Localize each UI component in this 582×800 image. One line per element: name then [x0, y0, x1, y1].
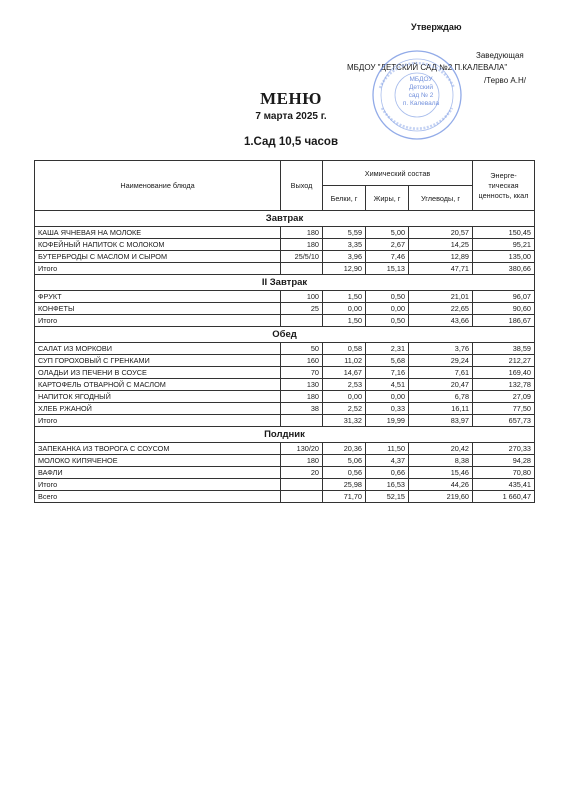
dish-carbs: 14,25: [409, 239, 473, 251]
dish-carbs: 20,42: [409, 443, 473, 455]
dish-yield: 180: [281, 239, 323, 251]
dish-row: [35, 251, 535, 263]
total-yield: [281, 415, 323, 427]
total-fat: 16,53: [366, 479, 409, 491]
dish-carbs: 20,57: [409, 227, 473, 239]
header-carbs: Углеводы, г: [409, 186, 473, 211]
total-row: [35, 415, 535, 427]
dish-energy: 132,78: [473, 379, 535, 391]
dish-name: КАША ЯЧНЕВАЯ НА МОЛОКЕ: [35, 227, 281, 239]
dish-energy: 70,80: [473, 467, 535, 479]
section-title: Полдник: [35, 427, 535, 443]
header-yield: Выход: [281, 161, 323, 211]
dish-energy: 96,07: [473, 291, 535, 303]
total-protein: 25,98: [323, 479, 366, 491]
grand-total-protein: 71,70: [323, 491, 366, 503]
dish-fat: 0,33: [366, 403, 409, 415]
dish-row: [35, 303, 535, 315]
total-carbs: 43,66: [409, 315, 473, 327]
dish-fat: 2,31: [366, 343, 409, 355]
total-row: [35, 315, 535, 327]
menu-table: [34, 160, 535, 503]
dish-yield: 70: [281, 367, 323, 379]
dish-row: [35, 443, 535, 455]
dish-name: ФРУКТ: [35, 291, 281, 303]
dish-protein: 3,35: [323, 239, 366, 251]
grand-total-energy: 1 660,47: [473, 491, 535, 503]
dish-row: [35, 343, 535, 355]
dish-yield: 180: [281, 391, 323, 403]
dish-protein: 3,96: [323, 251, 366, 263]
total-yield: [281, 479, 323, 491]
grand-total-yield: [281, 491, 323, 503]
dish-yield: 25: [281, 303, 323, 315]
dish-name: ВАФЛИ: [35, 467, 281, 479]
total-energy: 657,73: [473, 415, 535, 427]
total-label: Итого: [35, 415, 281, 427]
dish-carbs: 22,65: [409, 303, 473, 315]
dish-fat: 5,68: [366, 355, 409, 367]
dish-protein: 14,67: [323, 367, 366, 379]
dish-name: МОЛОКО КИПЯЧЕНОЕ: [35, 455, 281, 467]
dish-protein: 5,06: [323, 455, 366, 467]
dish-fat: 4,51: [366, 379, 409, 391]
stamp-line: МБДОУ: [409, 76, 433, 83]
total-protein: 1,50: [323, 315, 366, 327]
dish-protein: 0,58: [323, 343, 366, 355]
total-label: Итого: [35, 315, 281, 327]
dish-protein: 11,02: [323, 355, 366, 367]
dish-fat: 0,00: [366, 391, 409, 403]
dish-name: КОФЕЙНЫЙ НАПИТОК С МОЛОКОМ: [35, 239, 281, 251]
section-title: Обед: [35, 327, 535, 343]
dish-carbs: 29,24: [409, 355, 473, 367]
dish-name: КАРТОФЕЛЬ ОТВАРНОЙ С МАСЛОМ: [35, 379, 281, 391]
dish-yield: 38: [281, 403, 323, 415]
total-label: Итого: [35, 479, 281, 491]
dish-yield: 25/5/10: [281, 251, 323, 263]
grand-total-label: Всего: [35, 491, 281, 503]
dish-energy: 212,27: [473, 355, 535, 367]
approval-organization: МБДОУ "ДЕТСКИЙ САД №2 П.КАЛЕВАЛА": [347, 63, 508, 72]
total-fat: 15,13: [366, 263, 409, 275]
stamp-line: п. Калевала: [402, 100, 440, 107]
dish-energy: 169,40: [473, 367, 535, 379]
menu-date: 7 марта 2025 г.: [255, 111, 327, 122]
approval-block: [0, 0, 582, 100]
header-chem: Химический состав: [323, 161, 473, 186]
total-carbs: 47,71: [409, 263, 473, 275]
dish-protein: 2,52: [323, 403, 366, 415]
dish-carbs: 8,38: [409, 455, 473, 467]
dish-carbs: 7,61: [409, 367, 473, 379]
dish-row: [35, 391, 535, 403]
approval-title: Утверждаю: [411, 22, 462, 32]
approval-signature: /Терво А.Н/: [484, 76, 526, 85]
dish-fat: 0,00: [366, 303, 409, 315]
dish-yield: 130: [281, 379, 323, 391]
dish-fat: 5,00: [366, 227, 409, 239]
dish-name: СУП ГОРОХОВЫЙ С ГРЕНКАМИ: [35, 355, 281, 367]
menu-title: МЕНЮ: [260, 89, 322, 108]
header-fat: Жиры, г: [366, 186, 409, 211]
dish-energy: 38,59: [473, 343, 535, 355]
dish-name: ХЛЕБ РЖАНОЙ: [35, 403, 281, 415]
section-title: II Завтрак: [35, 275, 535, 291]
stamp-line: сад № 2: [408, 92, 434, 99]
total-row: [35, 263, 535, 275]
dish-protein: 20,36: [323, 443, 366, 455]
section-row: [35, 211, 535, 227]
total-fat: 19,99: [366, 415, 409, 427]
total-energy: 380,66: [473, 263, 535, 275]
dish-energy: 27,09: [473, 391, 535, 403]
header-name: Наименование блюда: [35, 161, 281, 211]
stamp-line: Детский: [408, 84, 434, 91]
total-energy: 186,67: [473, 315, 535, 327]
dish-energy: 90,60: [473, 303, 535, 315]
dish-protein: 1,50: [323, 291, 366, 303]
dish-row: [35, 379, 535, 391]
dish-protein: 0,00: [323, 303, 366, 315]
total-protein: 12,90: [323, 263, 366, 275]
dish-protein: 0,00: [323, 391, 366, 403]
dish-energy: 77,50: [473, 403, 535, 415]
dish-yield: 160: [281, 355, 323, 367]
dish-fat: 0,66: [366, 467, 409, 479]
dish-protein: 2,53: [323, 379, 366, 391]
section-row: [35, 275, 535, 291]
total-row: [35, 479, 535, 491]
dish-fat: 2,67: [366, 239, 409, 251]
dish-yield: 180: [281, 455, 323, 467]
section-row: [35, 327, 535, 343]
dish-fat: 7,16: [366, 367, 409, 379]
header-protein: Белки, г: [323, 186, 366, 211]
dish-energy: 95,21: [473, 239, 535, 251]
dish-fat: 4,37: [366, 455, 409, 467]
total-carbs: 83,97: [409, 415, 473, 427]
menu-subtitle: 1.Сад 10,5 часов: [243, 136, 339, 148]
dish-carbs: 15,46: [409, 467, 473, 479]
dish-name: ЗАПЕКАНКА ИЗ ТВОРОГА С СОУСОМ: [35, 443, 281, 455]
header-energy: Энерге-тическая ценность, ккал: [473, 161, 535, 211]
dish-yield: 100: [281, 291, 323, 303]
dish-carbs: 12,89: [409, 251, 473, 263]
dish-name: КОНФЕТЫ: [35, 303, 281, 315]
grand-total-carbs: 219,60: [409, 491, 473, 503]
total-energy: 435,41: [473, 479, 535, 491]
dish-energy: 150,45: [473, 227, 535, 239]
grand-total-row: [35, 491, 535, 503]
approval-position: Заведующая: [476, 51, 524, 60]
section-title: Завтрак: [35, 211, 535, 227]
total-carbs: 44,26: [409, 479, 473, 491]
dish-name: НАПИТОК ЯГОДНЫЙ: [35, 391, 281, 403]
total-yield: [281, 263, 323, 275]
dish-carbs: 3,76: [409, 343, 473, 355]
dish-carbs: 16,11: [409, 403, 473, 415]
dish-name: ОЛАДЬИ ИЗ ПЕЧЕНИ В СОУСЕ: [35, 367, 281, 379]
dish-row: [35, 403, 535, 415]
dish-carbs: 6,78: [409, 391, 473, 403]
dish-fat: 11,50: [366, 443, 409, 455]
total-yield: [281, 315, 323, 327]
dish-energy: 270,33: [473, 443, 535, 455]
dish-row: [35, 455, 535, 467]
total-protein: 31,32: [323, 415, 366, 427]
dish-row: [35, 467, 535, 479]
dish-yield: 20: [281, 467, 323, 479]
dish-row: [35, 291, 535, 303]
dish-protein: 5,59: [323, 227, 366, 239]
dish-yield: 130/20: [281, 443, 323, 455]
section-row: [35, 427, 535, 443]
dish-row: [35, 227, 535, 239]
total-fat: 0,50: [366, 315, 409, 327]
dish-energy: 135,00: [473, 251, 535, 263]
dish-fat: 7,46: [366, 251, 409, 263]
menu-table-body: [35, 211, 535, 503]
total-label: Итого: [35, 263, 281, 275]
grand-total-fat: 52,15: [366, 491, 409, 503]
dish-fat: 0,50: [366, 291, 409, 303]
dish-yield: 180: [281, 227, 323, 239]
dish-carbs: 20,47: [409, 379, 473, 391]
dish-yield: 50: [281, 343, 323, 355]
dish-row: [35, 355, 535, 367]
dish-carbs: 21,01: [409, 291, 473, 303]
dish-protein: 0,56: [323, 467, 366, 479]
dish-energy: 94,28: [473, 455, 535, 467]
dish-row: [35, 239, 535, 251]
dish-row: [35, 367, 535, 379]
dish-name: САЛАТ ИЗ МОРКОВИ: [35, 343, 281, 355]
dish-name: БУТЕРБРОДЫ С МАСЛОМ И СЫРОМ: [35, 251, 281, 263]
